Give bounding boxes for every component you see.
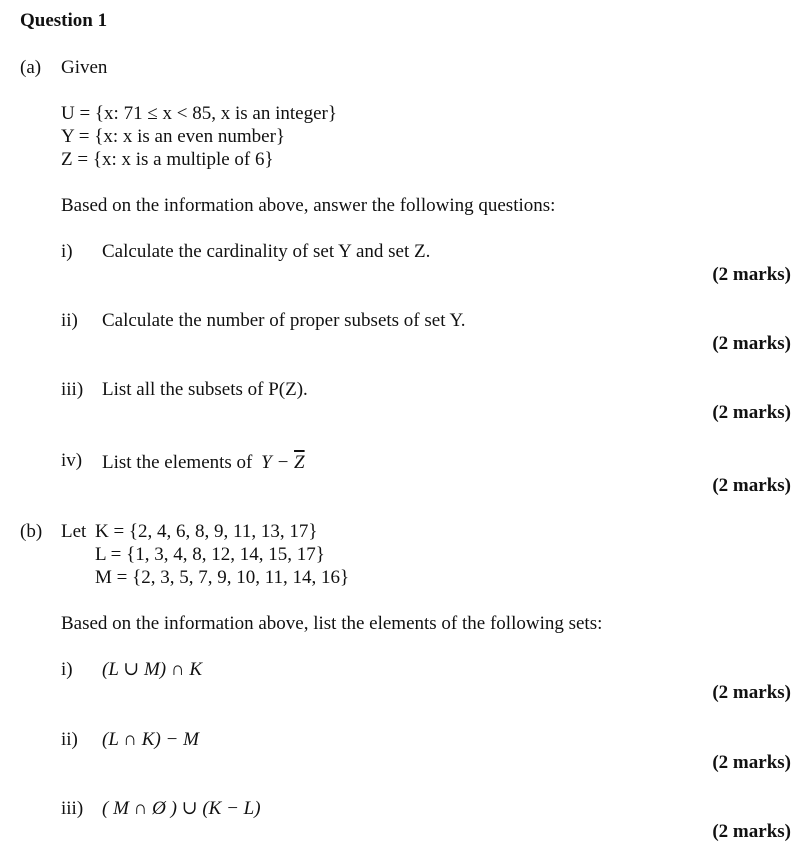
a-ii-text: Calculate the number of proper subsets of set Y. <box>102 310 466 331</box>
b-ii-marks: (2 marks) <box>712 752 791 773</box>
a-i-text: Calculate the cardinality of set Y and set Z. <box>102 241 431 262</box>
a-iv-expression-complement: $\overline{Z}$ <box>294 452 305 473</box>
a-iii-text: List all the subsets of P(Z). <box>102 379 308 400</box>
a-iv-marks: (2 marks) <box>712 475 791 496</box>
a-iv-text <box>102 452 305 474</box>
part-a-instruction: Based on the information above, answer the following questions: <box>61 195 556 216</box>
set-y-definition: Y = {x: x is an even number} <box>61 126 286 147</box>
b-i-expression: (L ∪ M) ∩ K <box>102 659 203 680</box>
b-iii-number: iii) <box>61 798 84 819</box>
part-a-label: (a) <box>20 57 42 78</box>
part-b-instruction: Based on the information above, list the elements of the following sets: <box>61 613 603 634</box>
b-ii-number: ii) <box>61 729 78 750</box>
part-a-intro: Given <box>61 57 108 78</box>
b-iii-marks: (2 marks) <box>712 821 791 842</box>
set-m-definition: M = {2, 3, 5, 7, 9, 10, 11, 14, 16} <box>95 567 350 588</box>
a-iv-text-label: List the elements of <box>102 452 253 473</box>
b-i-number: i) <box>61 659 73 680</box>
a-i-marks: (2 marks) <box>712 264 791 285</box>
a-ii-number: ii) <box>61 310 78 331</box>
set-z-definition: Z = {x: x is a multiple of 6} <box>61 149 274 170</box>
b-i-marks: (2 marks) <box>712 682 791 703</box>
a-iii-number: iii) <box>61 379 84 400</box>
a-i-number: i) <box>61 241 73 262</box>
b-ii-expression: (L ∩ K) − M <box>102 729 199 750</box>
question-title: Question 1 <box>20 10 108 31</box>
set-u-definition: U = {x: 71 ≤ x < 85, x is an integer} <box>61 103 337 124</box>
b-iii-expression: ( M ∩ Ø ) ∪ (K − L) <box>102 798 261 819</box>
part-b-let: Let <box>61 521 87 542</box>
a-iv-expression <box>261 452 304 473</box>
set-l-definition: L = {1, 3, 4, 8, 12, 14, 15, 17} <box>95 544 325 565</box>
a-ii-marks: (2 marks) <box>712 333 791 354</box>
a-iii-marks: (2 marks) <box>712 402 791 423</box>
part-b-label: (b) <box>20 521 43 542</box>
set-k-definition: K = {2, 4, 6, 8, 9, 11, 13, 17} <box>95 521 318 542</box>
a-iv-expression-left: Y − <box>261 452 290 473</box>
a-iv-number: iv) <box>61 450 83 471</box>
